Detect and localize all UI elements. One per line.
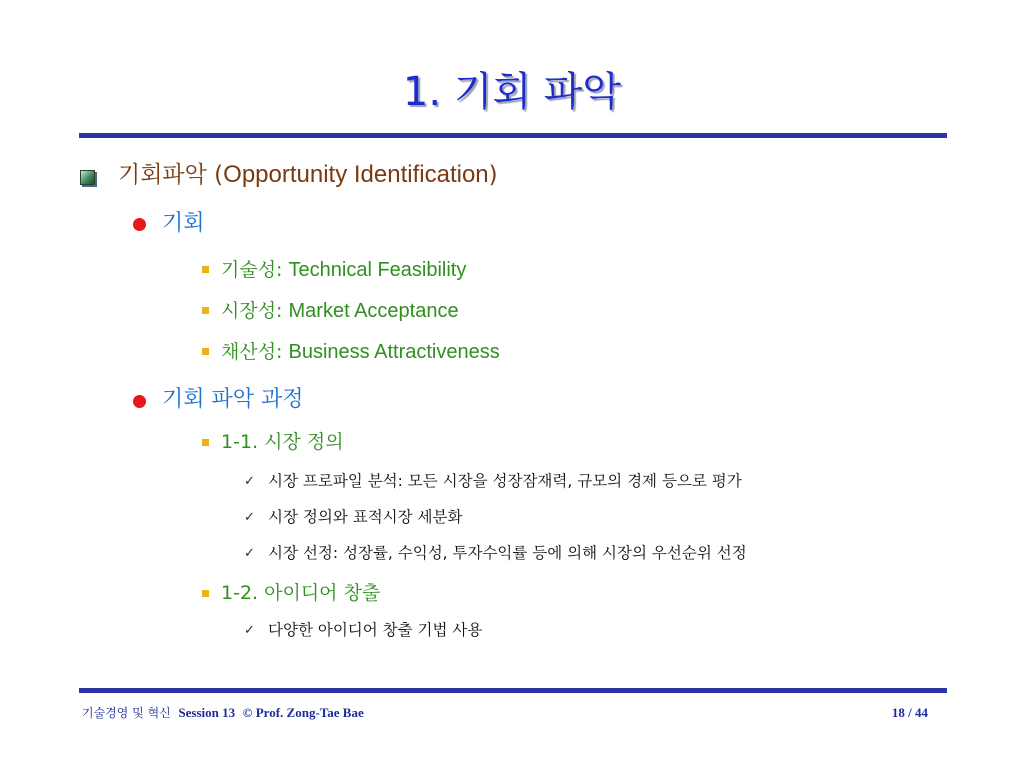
list-item: 1-1. 시장 정의 [221,431,344,453]
item-label-en: Business Attractiveness [288,341,500,363]
sub-item: 시장 선정: 성장률, 수익성, 투자수익률 등에 의해 시장의 우선순위 선정 [268,544,747,562]
check-icon: ✓ [244,474,255,489]
item-label-ko: 채산성: [221,341,289,363]
level1-bullet-icon [80,170,95,185]
footer-author: © Prof. Zong-Tae Bae [242,705,364,720]
list-item [221,339,500,365]
list-item: 1-2. 아이디어 창출 [221,582,381,604]
footer-course: 기술경영 및 혁신 [82,706,171,720]
item-bullet-icon [202,266,209,273]
check-icon: ✓ [244,546,255,561]
sub-item: 시장 프로파일 분석: 모든 시장을 성장잠재력, 규모의 경제 등으로 평가 [268,472,742,490]
item-bullet-icon [202,307,209,314]
section-bullet-icon [133,218,146,231]
footer-session: Session 13 [178,705,236,720]
list-item [221,298,459,324]
page-number: 18 / 44 [891,705,928,720]
check-icon: ✓ [244,510,255,525]
list-item [221,257,466,283]
footer-divider [79,688,947,693]
item-bullet-icon [202,590,209,597]
section-heading: 기회 파악 과정 [162,387,304,412]
section-heading: 기회 [162,211,205,236]
level1-heading-ko: 기회파악 ( [118,162,224,188]
title-divider [79,133,947,138]
sub-item: 다양한 아이디어 창출 기법 사용 [268,621,483,639]
section-bullet-icon [133,395,146,408]
sub-item: 시장 정의와 표적시장 세분화 [268,508,463,526]
footer-info [82,705,364,721]
level1-heading-en: Opportunity Identification [223,161,489,188]
item-label-ko: 시장성: [221,300,289,322]
item-bullet-icon [202,439,209,446]
item-label-ko: 기술성: [221,259,289,281]
item-label-en: Market Acceptance [288,300,459,322]
check-icon: ✓ [244,623,255,638]
level1-heading [118,160,498,190]
slide-title: 1. 기회 파악 [402,69,622,115]
item-label-en: Technical Feasibility [288,259,467,281]
level1-heading-close: ) [488,162,498,188]
item-bullet-icon [202,348,209,355]
